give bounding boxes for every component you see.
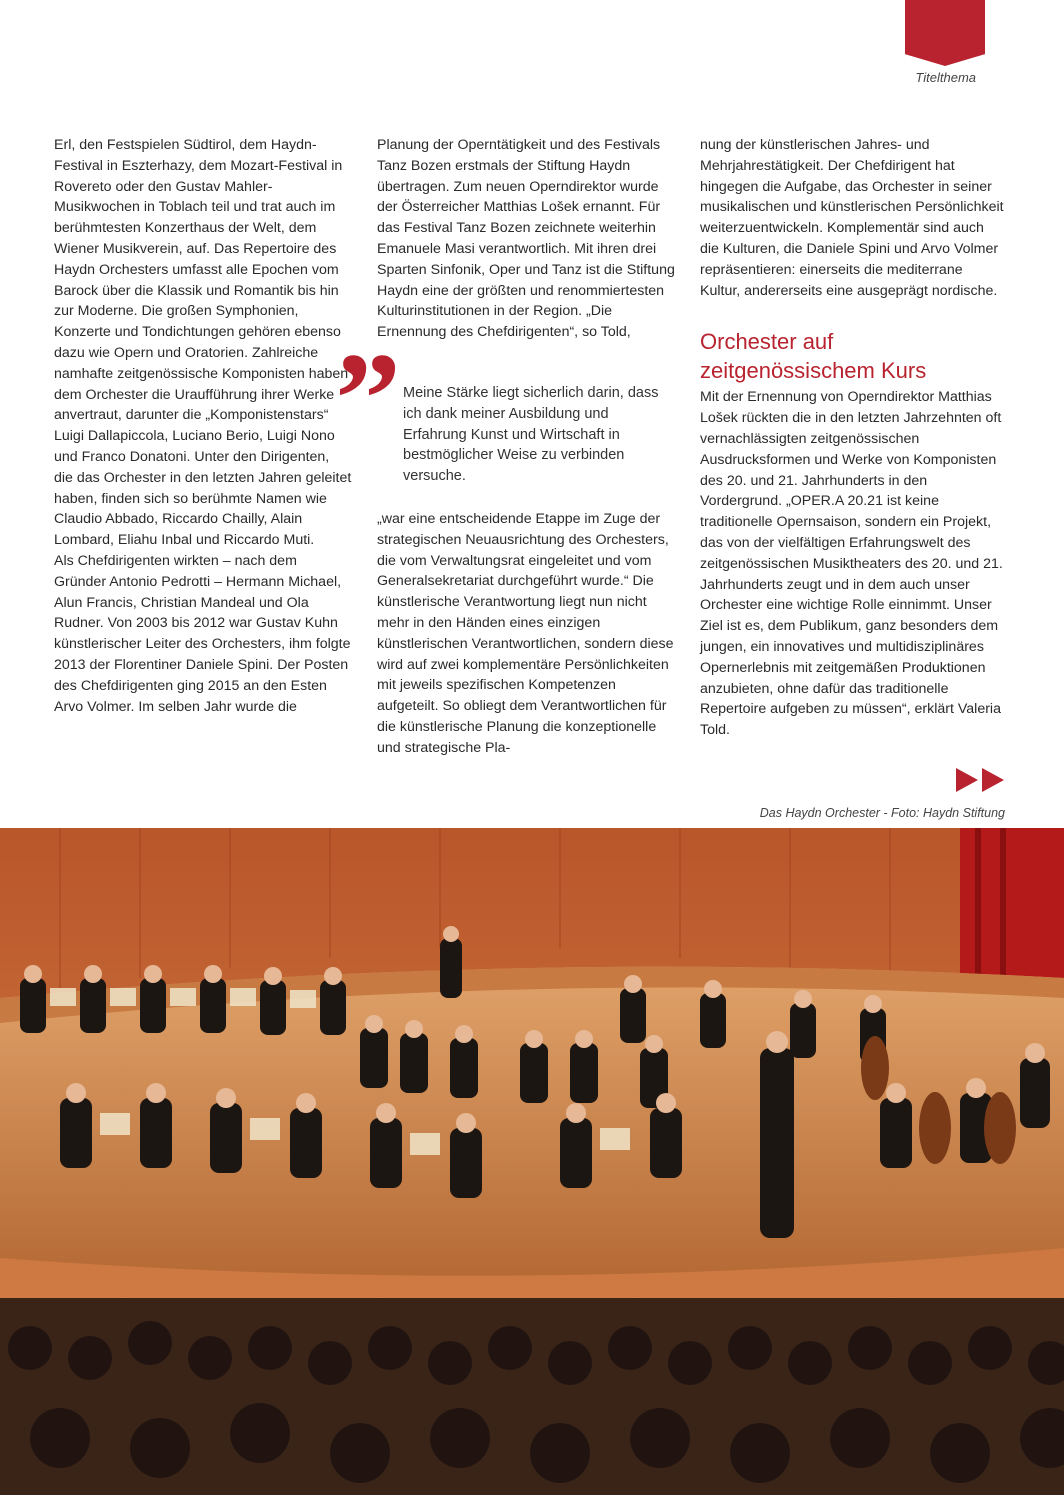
section-heading: Orchester auf zeitgenössischem Kurs <box>700 329 927 384</box>
photo-caption: Das Haydn Orchester - Foto: Haydn Stiftung <box>759 806 1005 820</box>
paragraph: Planung der Operntätigkeit und des Festivals Tanz Bozen erstmals der Stiftung Haydn übertragen. Zum neuen Operndirektor wurde der Österreicher Matthias Lošek ernannt. Für das Festival Tanz Bozen zeichnete weiterhin Emanuele Masi verantwortlich. Mit ihren drei Sparten Sinfonik, Oper und Tanz ist die Stiftung Haydn eine der größten und renommiertesten Kulturinstitutionen in der Region. „Die Ernennung des Chefdirigenten“, so Told, <box>377 137 675 341</box>
article-column-3 <box>700 135 1005 741</box>
paragraph: Als Chefdirigenten wirkten – nach dem Gründer Antonio Pedrotti – Hermann Michael, Alun Francis, Christian Mandeal und Ola Rudner. Von 2003 bis 2012 war Gustav Kuhn künstlerischer Leiter des Orchesters, ihm folgte 2013 der Florentiner Daniele Spini. Der Posten des Chefdirigenten ging 2015 an den Esten Arvo Volmer. Im selben Jahr wurde die <box>54 552 351 715</box>
pull-quote <box>335 324 681 487</box>
paragraph: „war eine entscheidende Etappe im Zuge der strategischen Neuausrichtung des Orchesters, die vom Verwaltungsrat eingeleitet und vom Generalsekretariat durchgeführt wurde.“ Die künstlerische Verantwortung liegt nun nicht mehr in den Händen eines einzigen künstlerischen Verantwortlichen, sondern diese wird auf zwei komplementäre Persönlichkeiten mit jeweils spezifischen Kompetenzen aufgeteilt. So obliegt dem Verantwortlichen für die künstlerische Planung die konzeptionelle und strategische Pla- <box>377 510 674 756</box>
paragraph: Erl, den Festspielen Südtirol, dem Haydn-Festival in Eszterhazy, dem Mozart-Festival in Rovereto oder den Gustav Mahler-Musikwochen in Toblach teil und trat auch im berühmtesten Konzerthaus der Welt, dem Wiener Musikverein, auf. Das Repertoire des Haydn Orchesters umfasst alle Epochen vom Barock über die Klassik und Romantik bis hin zur Moderne. Die großen Symphonien, Konzerte und Tondichtungen gehören ebenso dazu wie Opern und Oratorien. Zahlreiche namhafte zeitgenössische Komponisten haben dem Orchester die Uraufführung ihrer Werke anvertraut, darunter die „Komponistenstars“ Luigi Dallapiccola, Luciano Berio, Luigi Nono und Franco Donatoni. Unter den Dirigenten, die das Orchester in den letzten Jahren geleitet haben, finden sich so berühmte Namen wie Claudio Abbado, Riccardo Chailly, Alain Lombard, Eliahu Inbal und Riccardo Muti. <box>54 137 352 549</box>
article-column-1 <box>54 135 352 717</box>
orchestra-photo <box>0 828 1064 1495</box>
continue-arrows-icon <box>956 768 1006 792</box>
section-tab <box>905 0 985 66</box>
quote-mark-icon: ” <box>335 324 401 472</box>
paragraph: Mit der Ernennung von Operndirektor Matthias Lošek rückten die in den letzten Jahrzehnten oft vernachlässigten zeitgenössischen Ausdrucksformen und Werke von Komponisten des 20. und 21. Jahrhunderts in den Vordergrund. „OPER.A 20.21 ist keine traditionelle Opernsaison, sondern ein Projekt, das von der vielfältigen Erfahrungswelt des zeitgenössischen Musiktheaters des 20. und 21. Jahrhunderts zeugt und in dem auch unser Orchester eine wichtige Rolle einnimmt. Unser Ziel ist es, dem Publikum, ganz besonders dem jungen, ein innovatives und multidisziplinäres Opernerlebnis mit zeitgemäßen Produktionen anzubieten, ohne dafür das traditionelle Repertoire aufgeben zu müssen“, erklärt Valeria Told. <box>700 389 1003 739</box>
section-label: Titelthema <box>915 70 976 85</box>
article-column-2 <box>335 135 681 759</box>
pull-quote-text: Meine Stärke liegt sicherlich darin, dass ich dank meiner Ausbildung und Erfahrung Kunst und Wirtschaft in bestmöglicher Weise zu verbinden versuche. <box>403 384 659 485</box>
paragraph: nung der künstlerischen Jahres- und Mehrjahrestätigkeit. Der Chefdirigent hat hingegen die Aufgabe, das Orchester in seiner musikalischen und künstlerischen Persönlichkeit weiterzuentwickeln. Komplementär sind auch die Kulturen, die Daniele Spini und Arvo Volmer repräsentieren: einerseits die mediterrane Kultur, andererseits eine ausgeprägt nordische. <box>700 137 1004 299</box>
